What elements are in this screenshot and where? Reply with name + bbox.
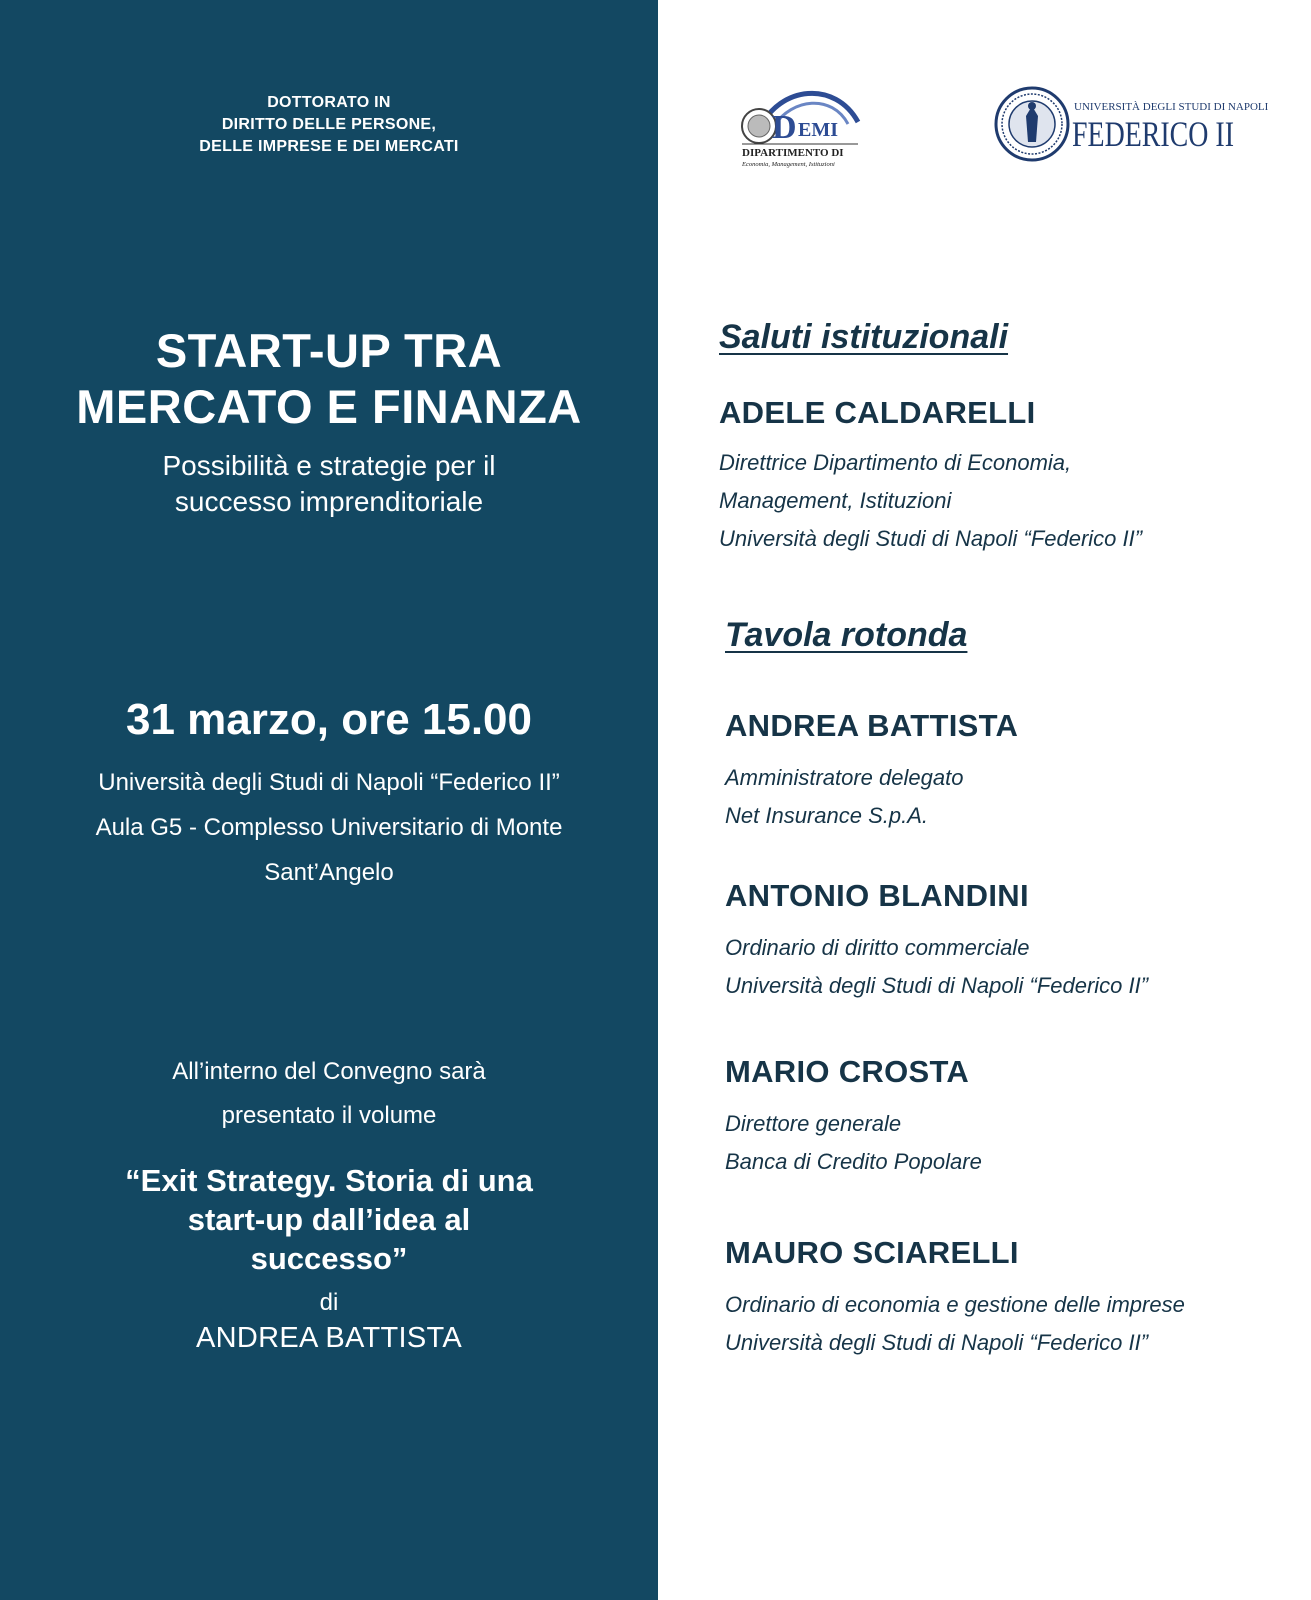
doctorate-program-label: [0, 92, 658, 158]
book-intro: [0, 1050, 658, 1138]
speaker-role-battista: [725, 759, 963, 835]
saluti-heading: Saluti istituzionali: [719, 318, 1009, 356]
demi-line2: Economia, Management, Istituzioni: [742, 161, 835, 168]
title-line: START-UP TRA: [155, 324, 503, 377]
role-line: Amministratore delegato: [725, 765, 964, 790]
program-line: DIRITTO DELLE PERSONE,: [221, 116, 437, 133]
speaker-role-sciarelli: [725, 1286, 1185, 1362]
speaker-role-blandini: [725, 929, 1148, 1005]
tavola-heading: Tavola rotonda: [725, 616, 968, 654]
role-line: Direttrice Dipartimento di Economia,: [719, 450, 1072, 475]
intro-line: presentato il volume: [221, 1102, 437, 1129]
speaker-name-battista: ANDREA BATTISTA: [725, 708, 1019, 743]
event-title: [0, 323, 658, 435]
demi-d-letter: D: [772, 109, 797, 146]
role-line: Ordinario di economia e gestione delle imprese: [725, 1292, 1185, 1317]
seal-head: [1028, 102, 1036, 110]
book-by: di: [319, 1289, 339, 1316]
venue-line: Aula G5 - Complesso Universitario di Monte: [95, 814, 563, 841]
speaker-name-crosta: MARIO CROSTA: [725, 1054, 970, 1089]
role-line: Ordinario di diritto commerciale: [725, 935, 1030, 960]
role-line: Management, Istituzioni: [719, 488, 952, 513]
book-author: ANDREA BATTISTA: [195, 1322, 463, 1354]
venue-line: Sant’Angelo: [264, 859, 394, 886]
demi-line1: DIPARTIMENTO DI: [742, 147, 844, 159]
role-line: Università degli Studi di Napoli “Federico II”: [719, 526, 1143, 551]
speaker-name-sciarelli: MAURO SCIARELLI: [725, 1235, 1019, 1270]
role-line: Net Insurance S.p.A.: [725, 803, 928, 828]
event-subtitle: [0, 448, 658, 520]
speaker-name-blandini: ANTONIO BLANDINI: [725, 878, 1029, 913]
role-line: Università degli Studi di Napoli “Federico II”: [725, 973, 1149, 998]
book-title-line: start-up dall’idea al: [187, 1202, 471, 1237]
federico-top-text: UNIVERSITÀ DEGLI STUDI DI NAPOLI: [1074, 101, 1269, 113]
program-line: DELLE IMPRESE E DEI MERCATI: [199, 138, 459, 155]
book-title-line: successo”: [250, 1241, 408, 1276]
intro-line: All’interno del Convegno sarà: [172, 1058, 486, 1085]
federico-main-text: FEDERICO II: [1072, 114, 1234, 154]
federico-ii-logo: [994, 84, 1269, 164]
book-title-line: “Exit Strategy. Storia di una: [125, 1163, 533, 1198]
event-date: 31 marzo, ore 15.00: [125, 695, 532, 744]
speaker-name-caldarelli: ADELE CALDARELLI: [719, 395, 1036, 430]
role-line: Direttore generale: [725, 1111, 902, 1136]
demi-letters: EMI: [798, 119, 838, 141]
program-line: DOTTORATO IN: [267, 94, 391, 111]
speaker-role-caldarelli: [719, 444, 1142, 558]
role-line: Università degli Studi di Napoli “Federico II”: [725, 1330, 1149, 1355]
venue-line: Università degli Studi di Napoli “Federico II”: [98, 769, 560, 796]
title-line: MERCATO E FINANZA: [76, 380, 582, 433]
demi-department-logo: [740, 82, 862, 170]
role-line: Banca di Credito Popolare: [725, 1149, 982, 1174]
demi-seal-inner: [748, 115, 770, 137]
subtitle-line: successo imprenditoriale: [174, 486, 484, 517]
book-title: [0, 1161, 658, 1278]
speaker-role-crosta: [725, 1105, 982, 1181]
event-venue: [0, 760, 658, 895]
subtitle-line: Possibilità e strategie per il: [162, 450, 496, 481]
